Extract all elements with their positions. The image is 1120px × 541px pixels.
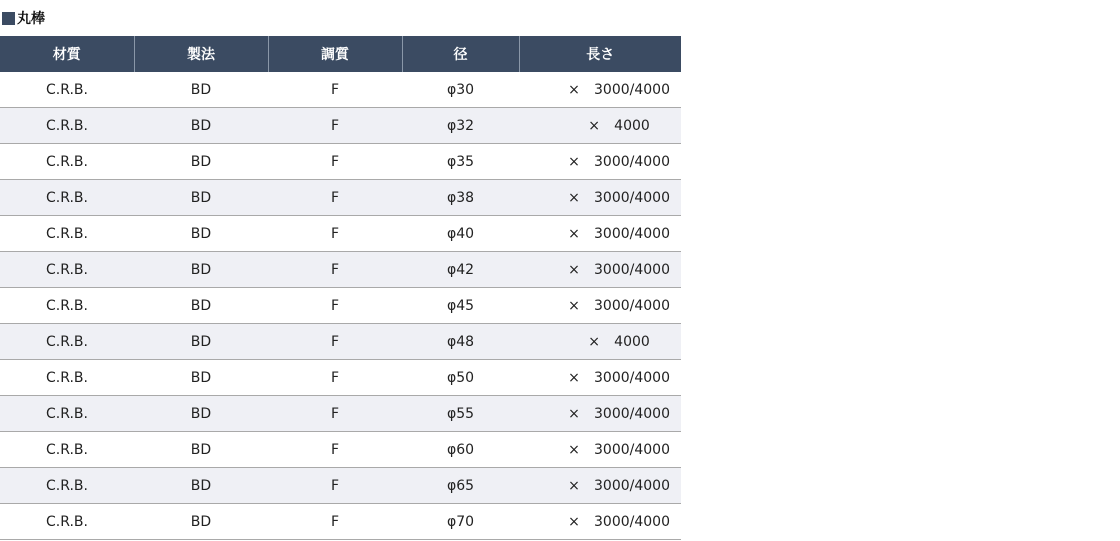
table-row — [0, 252, 681, 288]
cell-material: C.R.B. — [0, 432, 134, 468]
table-row — [0, 396, 681, 432]
cell-length — [519, 288, 681, 324]
cell-diameter: φ38 — [402, 180, 519, 216]
times-icon: × — [568, 153, 580, 170]
table-row — [0, 432, 681, 468]
table-row — [0, 180, 681, 216]
length-value: 3000/4000 — [594, 225, 670, 242]
cell-method: BD — [134, 324, 268, 360]
cell-diameter: φ50 — [402, 360, 519, 396]
cell-length — [519, 72, 681, 108]
table-row — [0, 216, 681, 252]
cell-diameter: φ60 — [402, 432, 519, 468]
cell-method: BD — [134, 504, 268, 540]
cell-material: C.R.B. — [0, 396, 134, 432]
cell-length — [519, 468, 681, 504]
cell-diameter: φ42 — [402, 252, 519, 288]
cell-temper: F — [268, 504, 402, 540]
cell-temper: F — [268, 180, 402, 216]
cell-diameter: φ55 — [402, 396, 519, 432]
table-row — [0, 72, 681, 108]
cell-method: BD — [134, 360, 268, 396]
table-row — [0, 108, 681, 144]
cell-diameter: φ40 — [402, 216, 519, 252]
cell-diameter: φ30 — [402, 72, 519, 108]
times-icon: × — [588, 333, 601, 350]
cell-method: BD — [134, 72, 268, 108]
cell-method: BD — [134, 396, 268, 432]
cell-material: C.R.B. — [0, 180, 134, 216]
cell-material: C.R.B. — [0, 252, 134, 288]
length-value: 3000/4000 — [594, 405, 670, 422]
cell-method: BD — [134, 252, 268, 288]
cell-diameter: φ65 — [402, 468, 519, 504]
length-value: 3000/4000 — [594, 513, 670, 530]
cell-material: C.R.B. — [0, 144, 134, 180]
times-icon: × — [568, 513, 580, 530]
spec-table — [0, 36, 681, 540]
cell-temper: F — [268, 288, 402, 324]
cell-length — [519, 216, 681, 252]
cell-material: C.R.B. — [0, 72, 134, 108]
cell-temper: F — [268, 396, 402, 432]
cell-material: C.R.B. — [0, 468, 134, 504]
table-row — [0, 144, 681, 180]
length-value: 3000/4000 — [594, 477, 670, 494]
table-row — [0, 504, 681, 540]
section-title — [2, 8, 45, 28]
header-method: 製法 — [134, 36, 268, 72]
cell-method: BD — [134, 180, 268, 216]
cell-material: C.R.B. — [0, 504, 134, 540]
cell-temper: F — [268, 360, 402, 396]
cell-diameter: φ32 — [402, 108, 519, 144]
length-value: 3000/4000 — [594, 441, 670, 458]
length-value: 3000/4000 — [594, 81, 670, 98]
header-material: 材質 — [0, 36, 134, 72]
cell-method: BD — [134, 432, 268, 468]
table-row — [0, 288, 681, 324]
length-value: 3000/4000 — [594, 261, 670, 278]
times-icon: × — [568, 405, 580, 422]
length-value: 3000/4000 — [594, 297, 670, 314]
table-body — [0, 72, 681, 540]
cell-material: C.R.B. — [0, 288, 134, 324]
cell-length — [519, 324, 681, 360]
cell-length — [519, 180, 681, 216]
times-icon: × — [568, 441, 580, 458]
times-icon: × — [568, 225, 580, 242]
table-header-row — [0, 36, 681, 72]
cell-length — [519, 252, 681, 288]
cell-method: BD — [134, 144, 268, 180]
cell-diameter: φ48 — [402, 324, 519, 360]
times-icon: × — [568, 369, 580, 386]
header-temper: 調質 — [268, 36, 402, 72]
times-icon: × — [568, 297, 580, 314]
cell-diameter: φ45 — [402, 288, 519, 324]
cell-temper: F — [268, 108, 402, 144]
cell-material: C.R.B. — [0, 216, 134, 252]
cell-method: BD — [134, 468, 268, 504]
table-row — [0, 360, 681, 396]
table-row — [0, 468, 681, 504]
length-value: 3000/4000 — [594, 369, 670, 386]
cell-temper: F — [268, 252, 402, 288]
times-icon: × — [588, 117, 601, 134]
cell-material: C.R.B. — [0, 324, 134, 360]
cell-length — [519, 504, 681, 540]
cell-diameter: φ35 — [402, 144, 519, 180]
cell-length — [519, 360, 681, 396]
length-value: 4000 — [614, 117, 650, 134]
cell-temper: F — [268, 72, 402, 108]
table-row — [0, 324, 681, 360]
cell-temper: F — [268, 216, 402, 252]
times-icon: × — [568, 261, 580, 278]
cell-length — [519, 108, 681, 144]
cell-material: C.R.B. — [0, 360, 134, 396]
cell-method: BD — [134, 108, 268, 144]
header-diameter: 径 — [402, 36, 519, 72]
cell-length — [519, 396, 681, 432]
cell-temper: F — [268, 468, 402, 504]
cell-temper: F — [268, 432, 402, 468]
cell-method: BD — [134, 216, 268, 252]
cell-temper: F — [268, 324, 402, 360]
cell-length — [519, 144, 681, 180]
section-title-text: 丸棒 — [17, 11, 45, 27]
cell-temper: F — [268, 144, 402, 180]
cell-diameter: φ70 — [402, 504, 519, 540]
length-value: 3000/4000 — [594, 153, 670, 170]
header-length: 長さ — [519, 36, 681, 72]
times-icon: × — [568, 189, 580, 206]
cell-method: BD — [134, 288, 268, 324]
cell-length — [519, 432, 681, 468]
times-icon: × — [568, 81, 580, 98]
length-value: 4000 — [614, 333, 650, 350]
length-value: 3000/4000 — [594, 189, 670, 206]
square-bullet-icon — [2, 12, 15, 25]
times-icon: × — [568, 477, 580, 494]
cell-material: C.R.B. — [0, 108, 134, 144]
